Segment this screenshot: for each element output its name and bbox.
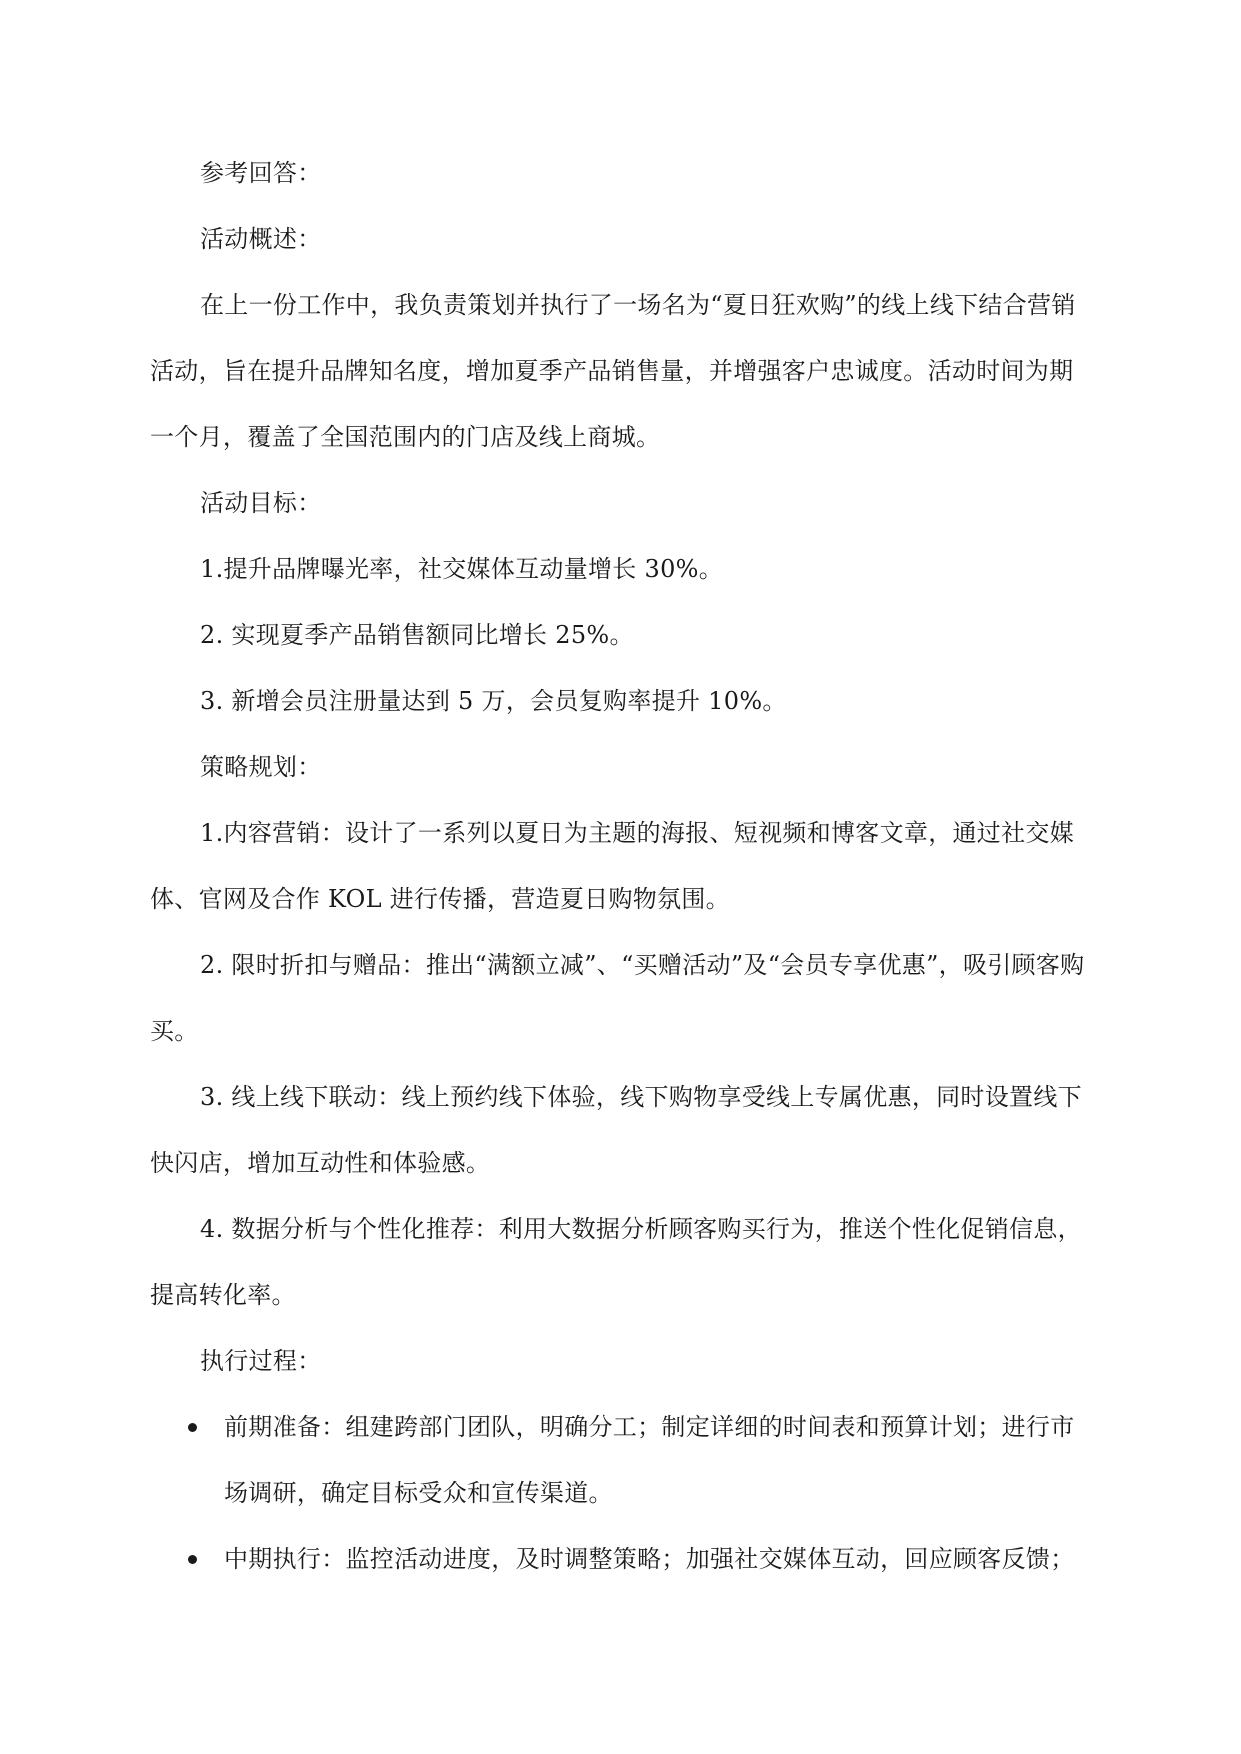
strategy-item-1: 1.内容营销：设计了一系列以夏日为主题的海报、短视频和博客文章，通过社交媒体、官网及合作 KOL 进行传播，营造夏日购物氛围。 (150, 819, 1074, 913)
bullet-item-preparation (150, 1394, 1085, 1526)
strategy-heading: 策略规划： (200, 753, 322, 781)
bullet-item-execution (150, 1526, 1085, 1592)
strategy-item-3: 3. 线上线下联动：线上预约线下体验，线下购物享受线上专属优惠，同时设置线下快闪店，增加互动性和体验感。 (150, 1083, 1082, 1177)
execution-heading: 执行过程： (200, 1347, 322, 1375)
execution-bullet-list (150, 1394, 1085, 1592)
document-page (150, 140, 1085, 1592)
answer-heading: 参考回答： (200, 159, 322, 187)
overview-heading: 活动概述： (200, 225, 322, 253)
goal-item-2: 2. 实现夏季产品销售额同比增长 25%。 (200, 621, 634, 649)
goals-heading: 活动目标： (200, 489, 322, 517)
bullet-dot-icon (188, 1423, 197, 1432)
strategy-item-4: 4. 数据分析与个性化推荐：利用大数据分析顾客购买行为，推送个性化促销信息，提高转化率。 (150, 1215, 1082, 1309)
goal-item-3: 3. 新增会员注册量达到 5 万，会员复购率提升 10%。 (200, 687, 787, 715)
bullet-dot-icon (188, 1555, 197, 1564)
bullet-text: 中期执行：监控活动进度，及时调整策略；加强社交媒体互动，回应顾客反馈； (224, 1545, 1075, 1573)
overview-paragraph: 在上一份工作中，我负责策划并执行了一场名为“夏日狂欢购”的线上线下结合营销活动，旨在提升品牌知名度，增加夏季产品销售量，并增强客户忠诚度。活动时间为期一个月，覆盖了全国范围内的门店及线上商城。 (150, 291, 1076, 451)
bullet-text: 前期准备：组建跨部门团队，明确分工；制定详细的时间表和预算计划；进行市场调研，确定目标受众和宣传渠道。 (224, 1413, 1075, 1507)
strategy-item-2: 2. 限时折扣与赠品：推出“满额立减”、“买赠活动”及“会员专享优惠”，吸引顾客购买。 (150, 951, 1085, 1045)
goal-item-1: 1.提升品牌曝光率，社交媒体互动量增长 30%。 (200, 555, 724, 583)
